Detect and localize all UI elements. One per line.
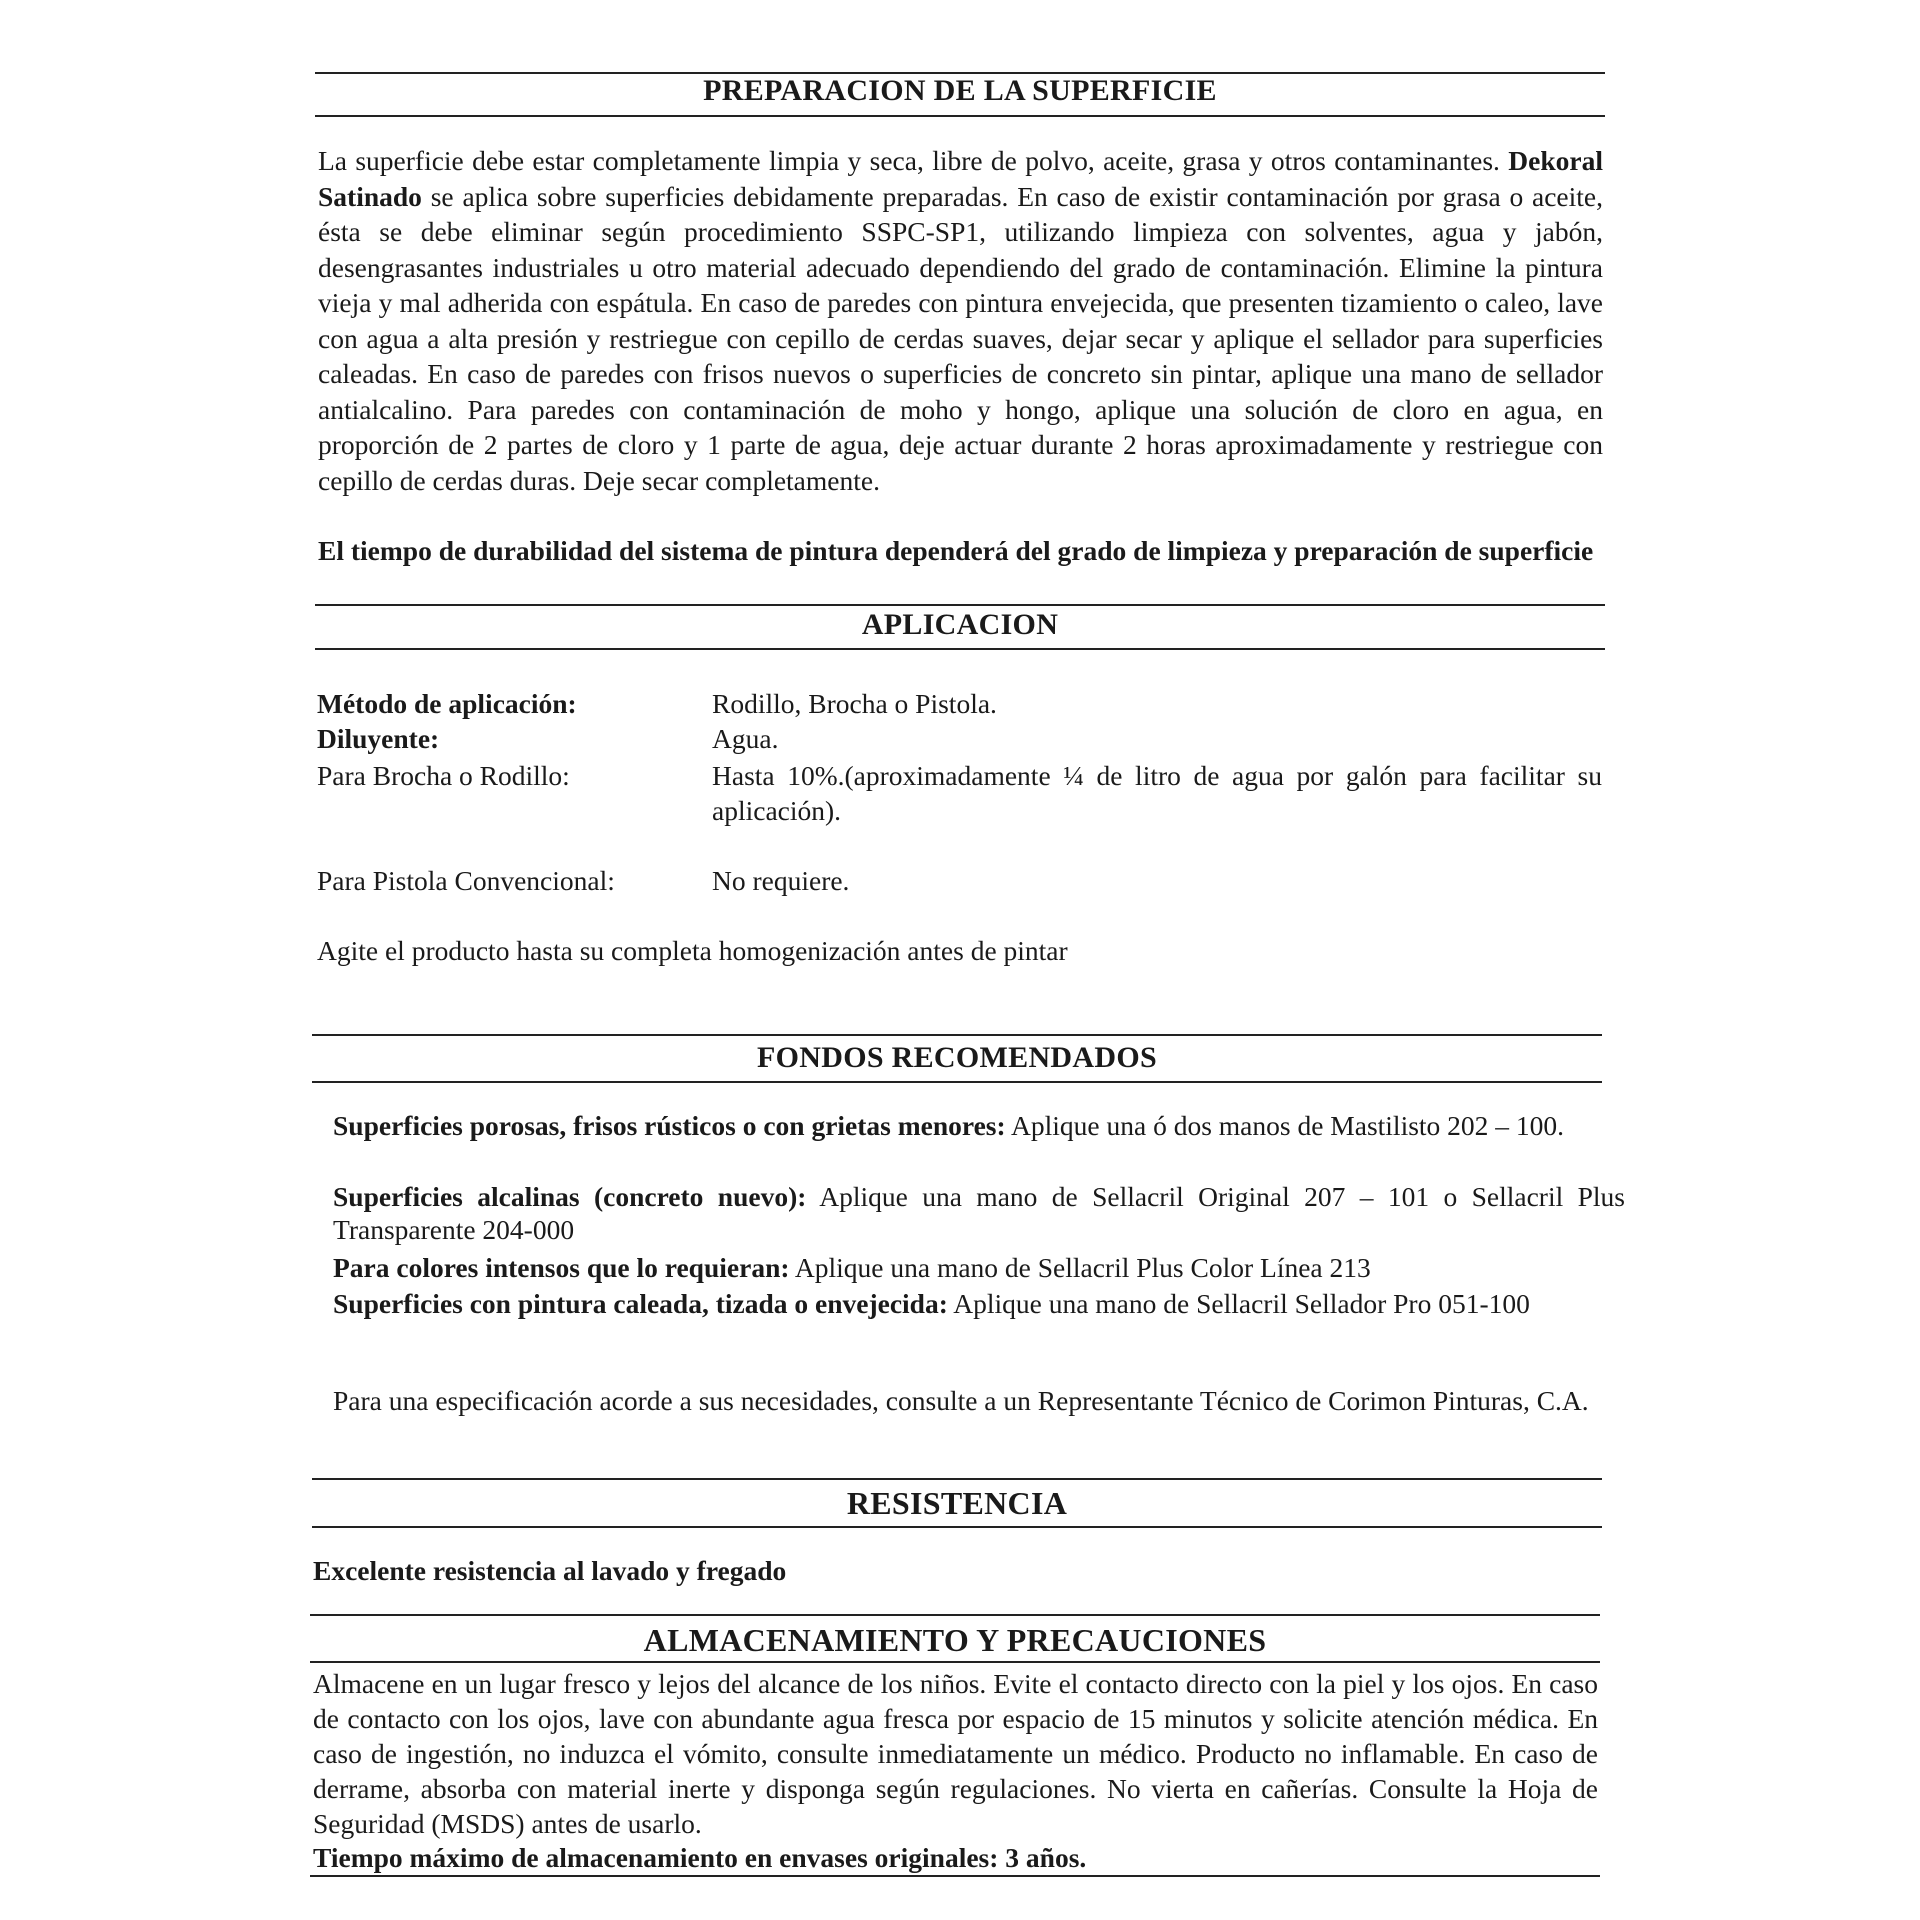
fondo-label: Superficies alcalinas (concreto nuevo): <box>333 1181 807 1212</box>
brocha-value: Hasta 10%.(aproximadamente ¼ de litro de agua por galón para facilitar su aplicación). <box>712 760 1602 826</box>
fondo-item <box>333 1180 1625 1246</box>
fondo-item <box>333 1251 1625 1284</box>
pistola-value: No requiere. <box>712 865 850 896</box>
fondo-item <box>333 1287 1625 1320</box>
diluyente-label: Diluyente: <box>317 723 440 754</box>
fondo-text: Aplique una ó dos manos de Mastilisto 202 – 100. <box>1011 1110 1565 1141</box>
fondo-text: Aplique una mano de Sellacril Original 207 – 101 o Sellacril Plus Transparente 204-000 <box>333 1181 1625 1245</box>
resistencia-text: Excelente resistencia al lavado y fregado <box>313 1555 787 1586</box>
section-rule <box>310 1875 1600 1877</box>
metodo-value: Rodillo, Brocha o Pistola. <box>712 688 997 719</box>
resistencia-heading: RESISTENCIA <box>846 1485 1068 1521</box>
fondo-text: Aplique una mano de Sellacril Sellador Pro 051-100 <box>953 1288 1530 1319</box>
product-name: Dekoral Satinado <box>318 145 1604 212</box>
almacenamiento-text: Almacene en un lugar fresco y lejos del alcance de los niños. Evite el contacto directo con la piel y los ojos. En caso de contacto con los ojos, lave con abundante agua fresca por espacio de 15 minutos y solicite atención médica. En caso de ingestión, no induzca el vómito, consulte inmediatamente un médico. Producto no inflamable. En caso de derrame, absorba con material inerte y disponga según regulaciones. No vierta en cañerías. Consulte la Hoja de Seguridad (MSDS) antes de usarlo. <box>313 1668 1598 1839</box>
fondo-label: Para colores intensos que lo requieran: <box>333 1252 790 1283</box>
metodo-label: Método de aplicación: <box>317 688 577 719</box>
section-rule <box>315 115 1605 117</box>
almacenamiento-heading: ALMACENAMIENTO Y PRECAUCIONES <box>643 1622 1267 1658</box>
section-rule <box>312 1478 1602 1480</box>
section-rule <box>312 1081 1602 1083</box>
preparacion-heading: PREPARACION DE LA SUPERFICIE <box>703 74 1217 107</box>
fondo-item <box>333 1109 1625 1142</box>
durability-note: El tiempo de durabilidad del sistema de pintura dependerá del grado de limpieza y preparación de superficie <box>318 535 1594 566</box>
fondo-label: Superficies porosas, frisos rústicos o con grietas menores: <box>333 1110 1006 1141</box>
pistola-label: Para Pistola Convencional: <box>317 865 615 896</box>
preparacion-intro: La superficie debe estar completamente limpia y seca, libre de polvo, aceite, grasa y otros contaminantes. <box>318 145 1500 176</box>
fondo-label: Superficies con pintura caleada, tizada o envejecida: <box>333 1288 948 1319</box>
preparacion-text: se aplica sobre superficies debidamente preparadas. En caso de existir contaminación por grasa o aceite, ésta se debe eliminar según procedimiento SSPC-SP1, utilizando limpieza con solventes, agua y jabón, desengrasantes industriales u otro material adecuado dependiendo del grado de contaminación. Elimine la pintura vieja y mal adherida con espátula. En caso de paredes con pintura envejecida, que presenten tizamiento o caleo, lave con agua a alta presión y restriegue con cepillo de cerdas suaves, dejar secar y aplique el sellador para superficies caleadas. En caso de paredes con frisos nuevos o superficies de concreto sin pintar, aplique una mano de sellador antialcalino. Para paredes con contaminación de moho y hongo, aplique una solución de cloro en agua, en proporción de 2 partes de cloro y 1 parte de agua, deje actuar durante 2 horas aproximadamente y restriegue con cepillo de cerdas duras. Deje secar completamente. <box>318 180 1603 496</box>
fondos-heading: FONDOS RECOMENDADOS <box>757 1041 1157 1074</box>
diluyente-value: Agua. <box>712 723 779 754</box>
preparacion-body <box>318 143 1603 498</box>
section-rule <box>310 1661 1600 1663</box>
brocha-label: Para Brocha o Rodillo: <box>317 760 570 791</box>
agite-note: Agite el producto hasta su completa homogenización antes de pintar <box>317 935 1068 966</box>
section-rule <box>312 1034 1602 1036</box>
consult-note: Para una especificación acorde a sus necesidades, consulte a un Representante Técnico de Corimon Pinturas, C.A. <box>333 1385 1589 1416</box>
section-rule <box>315 648 1605 650</box>
fondo-text: Aplique una mano de Sellacril Plus Color Línea 213 <box>794 1252 1371 1283</box>
section-rule <box>312 1526 1602 1528</box>
shelf-life: Tiempo máximo de almacenamiento en envases originales: 3 años. <box>313 1842 1087 1873</box>
section-rule <box>310 1614 1600 1616</box>
section-rule <box>315 604 1605 606</box>
aplicacion-heading: APLICACION <box>861 608 1059 641</box>
